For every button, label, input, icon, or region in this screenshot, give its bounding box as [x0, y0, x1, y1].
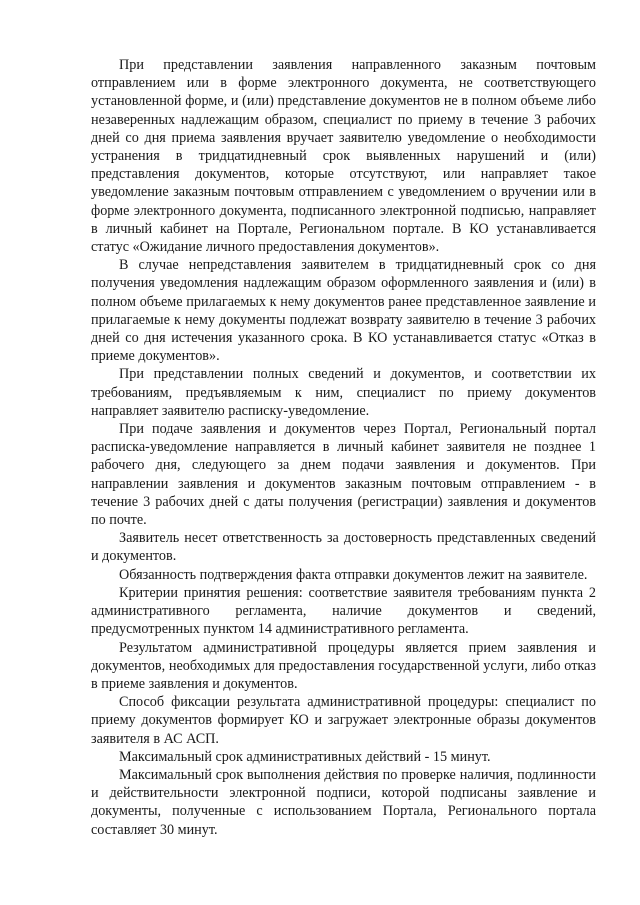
paragraph-proof-of-dispatch: Обязанность подтверждения факта отправки документов лежит на заявителе. — [119, 566, 588, 583]
paragraph-max-duration: Максимальный срок административных действий - 15 минут. — [119, 748, 491, 765]
paragraph-portal-submission: При подаче заявления и документов через Портал, Региональный портал расписка-уведомление направляется в личный кабинет заявителя не позднее 1 рабочего дня, следующего за днем подачи заявления и документов. При направлении заявления и документов заказным почтовым отправлением - в течение 3 рабочих дней с даты получения (регистрации) заявления и документов по почте. — [91, 421, 596, 529]
document-page — [91, 56, 596, 839]
paragraph-signature-check-duration: Максимальный срок выполнения действия по проверке наличия, подлинности и действительности электронной подписи, которой подписаны заявление и документы, полученные с использованием Портала, Регионального портала составляет 30 минут. — [91, 766, 596, 838]
paragraph-decision-criteria: Критерии принятия решения: соответствие заявителя требованиям пункта 2 административного регламента, наличие документов и сведений, предусмотренных пунктом 14 административного регламента. — [91, 584, 596, 638]
paragraph-result-recording: Способ фиксации результата административной процедуры: специалист по приему документов формирует КО и загружает электронные образы документов заявителя в АС АСП. — [91, 694, 596, 747]
paragraph-applicant-responsibility: Заявитель несет ответственность за достоверность представленных сведений и документов. — [91, 530, 596, 565]
paragraph-non-submission: В случае непредставления заявителем в тридцатидневный срок со дня получения уведомления надлежащим образом оформленного заявления и (или) в полном объеме прилагаемых к нему документов ранее представленное заявление и прилагаемые к нему документы подлежат возврату заявителю в течение 3 рабочих дней со дня истечения указанного срока. В КО устанавливается статус «Отказ в приеме документов». — [91, 257, 596, 365]
paragraph-full-submission: При представлении полных сведений и документов, и соответствии их требованиям, предъявляемым к ним, специалист по приему документов направляет заявителю расписку-уведомление. — [91, 366, 596, 419]
paragraph-procedure-result: Результатом административной процедуры является прием заявления и документов, необходимых для предоставления государственной услуги, либо отказ в приеме заявления и документов. — [91, 639, 596, 692]
paragraph-incomplete-application: При представлении заявления направленного заказным почтовым отправлением или в форме электронного документа, не соответствующего установленной форме, и (или) представление документов не в полном объеме либо незаверенных надлежащим образом, специалист по приему в течение 3 рабочих дней со дня приема заявления вручает заявителю уведомление о необходимости устранения в тридцатидневный срок выявленных нарушений и (или) представления документов, которые отсутствуют, или направляет такое уведомление заказным почтовым отправлением с уведомлением о вручении или в форме электронного документа, подписанного электронной подписью, направляет в личный кабинет на Портале, Региональном портале. В КО устанавливается статус «Ожидание личного предоставления документов». — [91, 57, 596, 256]
